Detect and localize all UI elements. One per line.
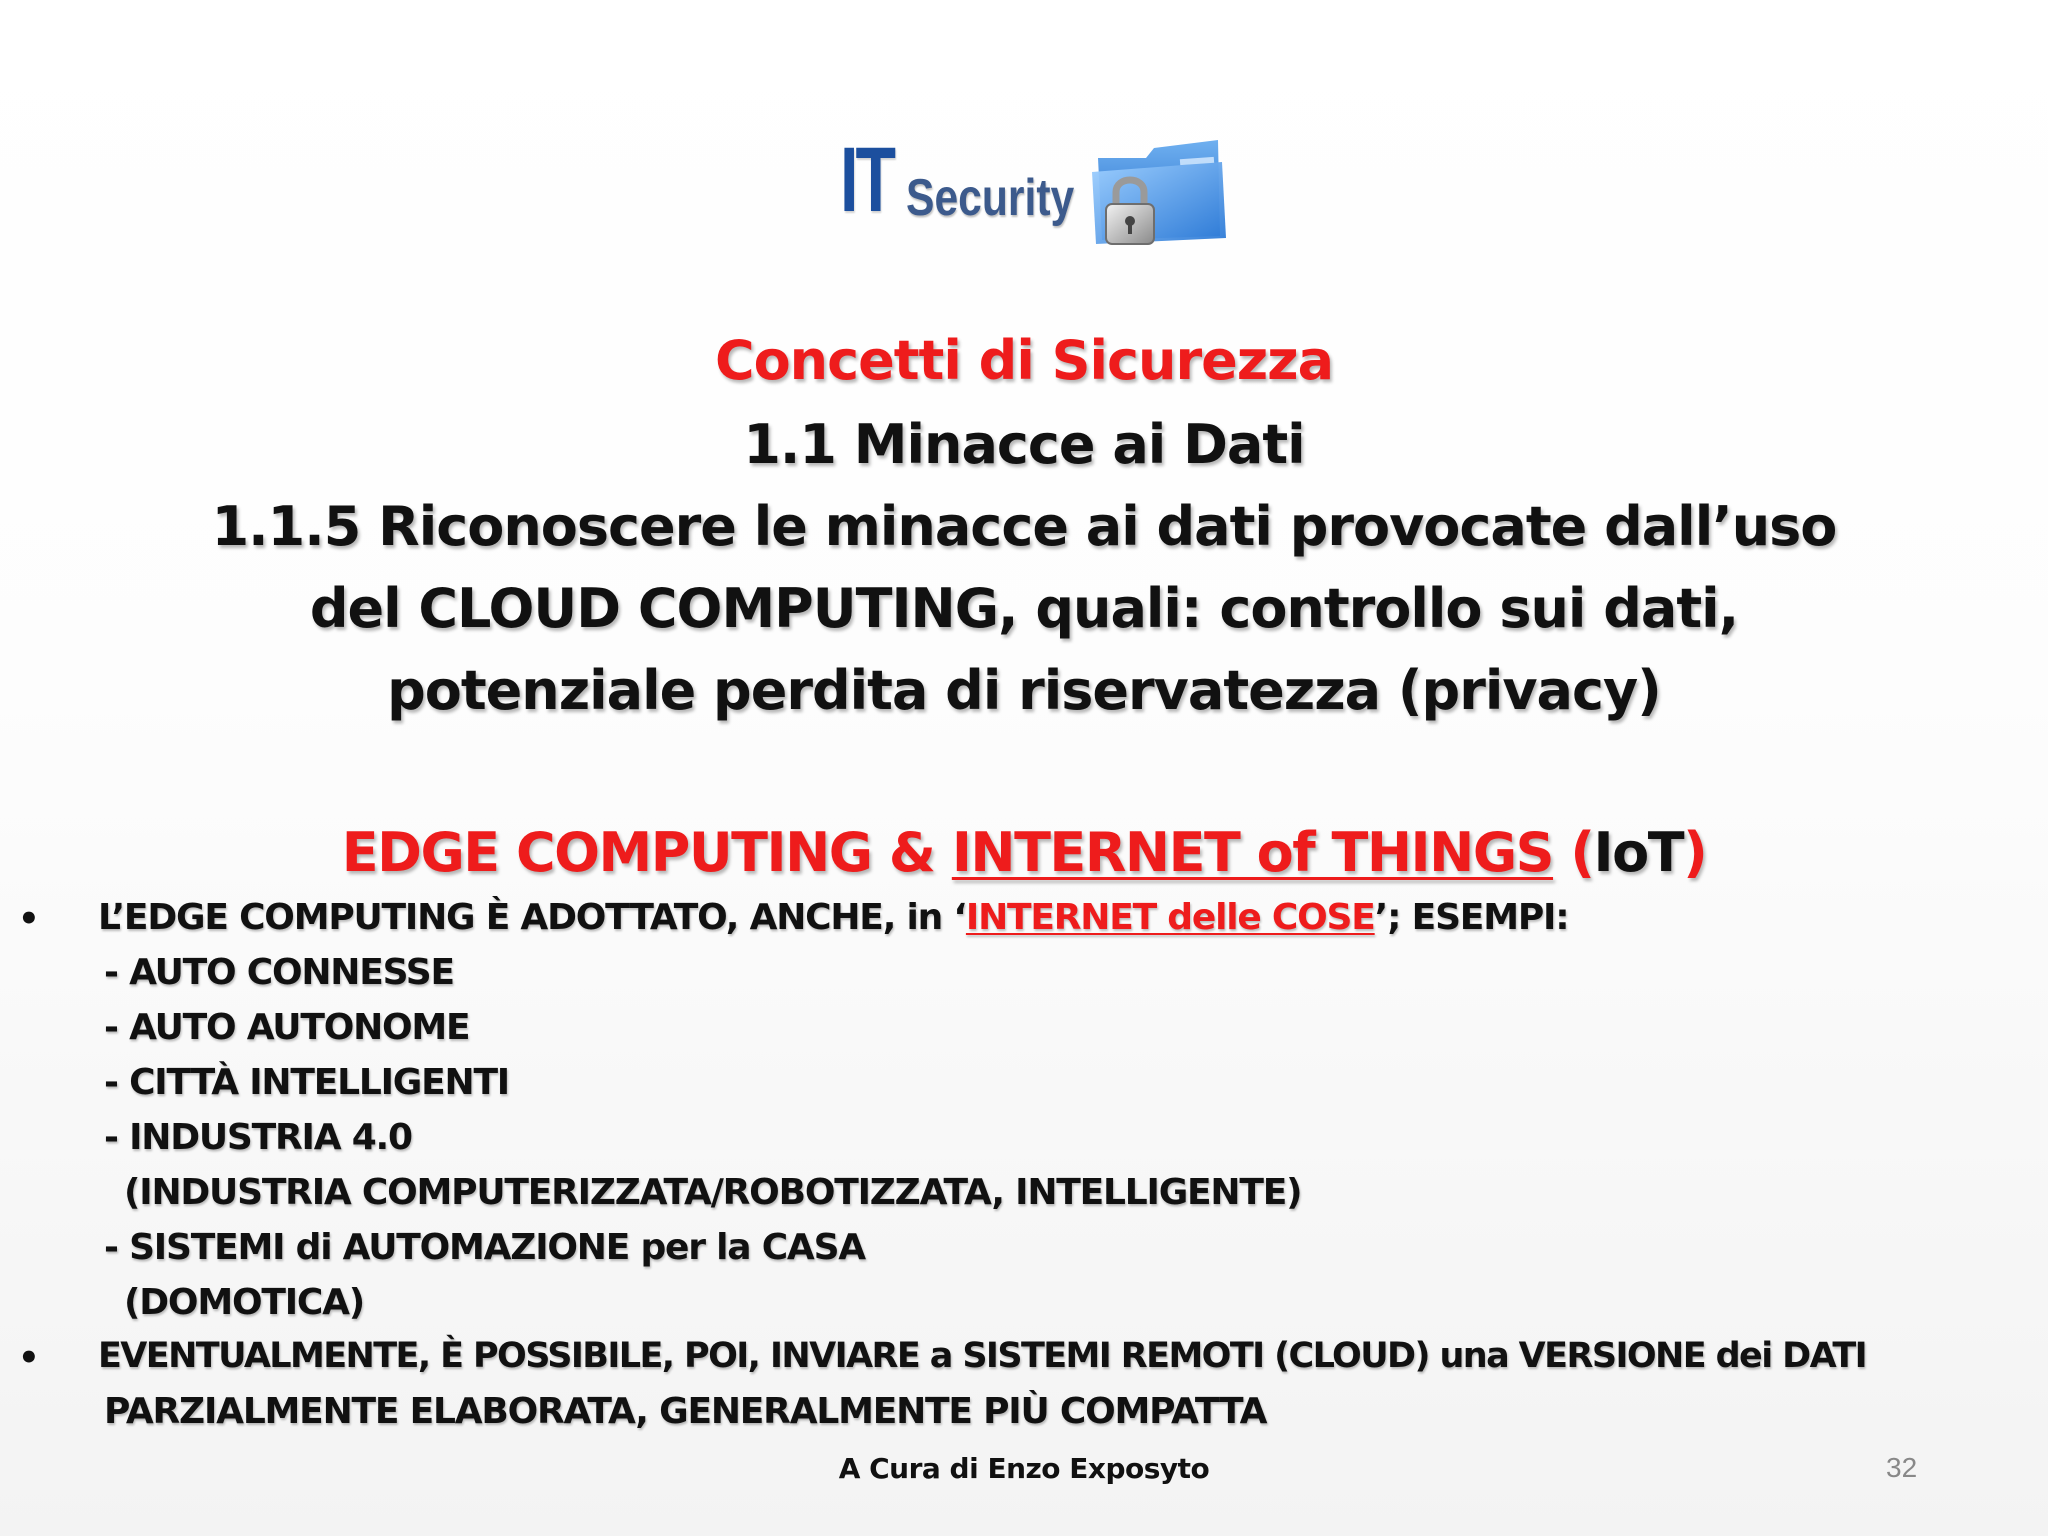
bullet-1-post: ’; ESEMPI: <box>1374 897 1569 938</box>
footer-credit: A Cura di Enzo Exposyto <box>838 1452 1210 1485</box>
example-industria: - INDUSTRIA 4.0 <box>104 1117 412 1158</box>
bullet-1-text <box>98 897 1569 938</box>
title-line-5: potenziale perdita di riservatezza (privacy) <box>387 659 1661 722</box>
page-number: 32 <box>1886 1452 1918 1483</box>
example-domotica: (DOMOTICA) <box>124 1282 365 1323</box>
section-heading-part1: EDGE COMPUTING & <box>341 821 952 884</box>
example-auto-autonome: - AUTO AUTONOME <box>104 1007 470 1048</box>
section-heading-close-paren: ) <box>1683 821 1707 884</box>
bullet-1-pre: L’EDGE COMPUTING È ADOTTATO, ANCHE, in ‘ <box>98 897 966 938</box>
section-heading-iot-link: INTERNET of THINGS <box>951 821 1554 884</box>
internet-delle-cose-link[interactable]: INTERNET delle COSE <box>965 897 1375 938</box>
example-sistemi-automazione: - SISTEMI di AUTOMAZIONE per la CASA <box>104 1227 865 1268</box>
section-heading-open-paren: ( <box>1553 821 1594 884</box>
logo-security-text: Security <box>906 169 1075 227</box>
bullet-2-line-1: EVENTUALMENTE, È POSSIBILE, POI, INVIARE a SISTEMI REMOTI (CLOUD) una VERSIONE dei DATI <box>98 1336 1867 1376</box>
it-security-logo <box>838 128 1238 258</box>
section-heading <box>0 821 2048 884</box>
section-heading-iot: IoT <box>1593 821 1684 884</box>
bullet-marker-2: • <box>18 1338 40 1378</box>
example-industria-detail: (INDUSTRIA COMPUTERIZZATA/ROBOTIZZATA, INTELLIGENTE) <box>124 1172 1302 1213</box>
logo-it-text: IT <box>840 129 894 231</box>
bullet-2-line-2: PARZIALMENTE ELABORATA, GENERALMENTE PIÙ COMPATTA <box>104 1391 1267 1432</box>
example-auto-connesse: - AUTO CONNESSE <box>104 952 454 993</box>
bullet-marker-1: • <box>18 899 40 939</box>
title-concetti: Concetti di Sicurezza <box>714 329 1334 392</box>
title-minacce: 1.1 Minacce ai Dati <box>743 413 1305 476</box>
title-line-3: 1.1.5 Riconoscere le minacce ai dati provocate dall’uso <box>211 495 1837 558</box>
title-line-4: del CLOUD COMPUTING, quali: controllo sui dati, <box>309 577 1739 640</box>
folder-padlock-icon <box>1080 128 1230 256</box>
example-citta-intelligenti: - CITTÀ INTELLIGENTI <box>104 1062 509 1103</box>
